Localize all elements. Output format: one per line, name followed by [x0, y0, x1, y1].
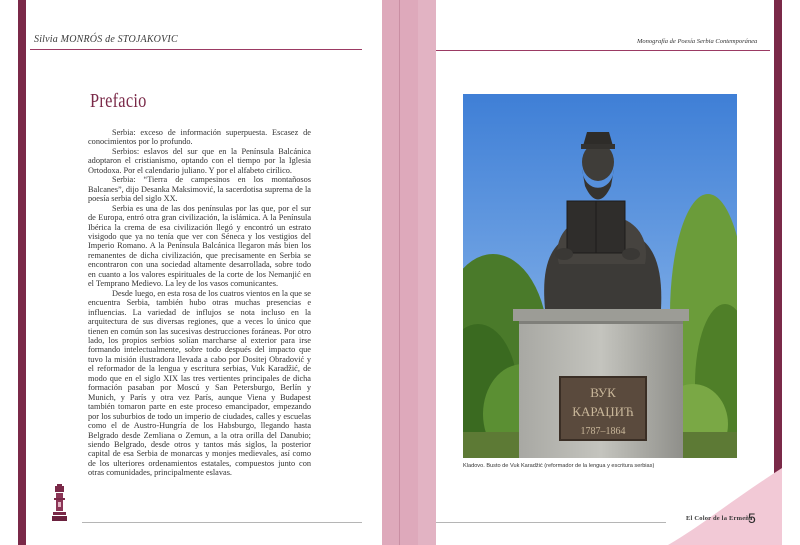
- page-number: 5: [748, 510, 756, 526]
- paragraph: Serbia: exceso de información superpuesta. Escasez de conocimientos por lo profundo.: [88, 128, 311, 147]
- plaque-years: 1787–1864: [580, 426, 626, 437]
- left-page-edge-bar: [18, 0, 26, 545]
- statue-photo: [463, 94, 737, 458]
- corner-decoration: [668, 468, 782, 545]
- footer-label: El Color de la Ermeña: [686, 515, 753, 522]
- right-header-rule: [436, 50, 770, 51]
- spine-band-right: [418, 0, 436, 545]
- spine-fold-line: [399, 0, 400, 545]
- paragraph: Desde luego, en esta rosa de los cuatros vientos en la que se encuentra Serbia, también hubo otras muchas presencias e influencias. La variedad de influjos se nota incluso en la arquitectura de sus diversas regiones, que a veces lo único que tienen en común son las sucesivas destrucciones foráneas. Por otro lado, los propios serbios solían marcharse al exterior para irse formando intelectualmente, sobre todo después del impacto que tuvo la misión ilustradora llevada a cabo por Dositej Obradović y el reformador de la lengua y escritura serbias, Vuk Karadžić, de modo que en el siglo XIX las tres vertientes principales de dicha formación pasaban por Moscú y San Petersburgo, Berlín y Munich, y París y otra vez París, aunque Viena y Budapest también tomaron parte en este proceso emancipador, empezando por los suburbios de todo un imperio de ciudades, calles y escuelas como el de Austro-Hungría de los Habsburgo, llegando hasta Belgrado desde Zemliana o Zemun, a la otra orilla del Danubio; siendo Belgrado, desde otros y tantos más siglos, la posterior capital de esa Serbia de monarcas y monjes medievales, así como de los ulteriores ordenamientos estatales, compuestos junto con otras comunidades, principalmente eslavas.: [88, 288, 311, 478]
- right-footer-rule: [436, 522, 666, 523]
- photo-caption: Kladovo. Busto de Vuk Karadžić (reformador de la lengua y escritura serbias): [463, 463, 655, 469]
- page-title: Prefacio: [90, 90, 147, 112]
- left-footer-rule: [82, 522, 362, 523]
- body-text: [88, 128, 311, 478]
- paragraph: Serbia: “Tierra de campesinos en los montañosos Balcanes”, dijo Desanka Maksimović, la sacerdotisa suprema de la poesía serbia del siglo XX.: [88, 175, 311, 204]
- gutter: [362, 0, 382, 545]
- decorative-emblem-icon: [51, 484, 68, 522]
- right-page-header: Monografía de Poesía Serbia Contemporánea: [637, 38, 758, 45]
- plaque-name-line2: КАРАЏИЋ: [572, 404, 634, 419]
- left-header-rule: [30, 49, 362, 50]
- plaque-name-line1: ВУК: [590, 385, 616, 400]
- paragraph: Serbios: eslavos del sur que en la Península Balcánica adoptaron el cristianismo, optando con el tiempo por la Iglesia Ortodoxa. Por el calendario juliano. Y por el alfabeto cirílico.: [88, 146, 311, 175]
- spine-band-left: [382, 0, 418, 545]
- left-page-header: Silvia MONRÓS de STOJAKOVIC: [34, 34, 178, 45]
- paragraph: Serbia es una de las dos penínsulas por las que, por el sur de Europa, entró otra gran civilización, la islámica. A la Península Ibérica la crema de esa civilización llegó y encontró un estrato visigodo que ya no tenía que ver con Séneca y los vestigios del Imperio Romano. A la Península Balcánica llegaron más bien los remanentes de dicha civilización, que precisamente en Serbia se encontraron con una sociedad altamente desarrollada, sobre todo en cuanto a los valores espirituales de la corte de los Nemanjić en el Temprano Medievo. La ley de los vasos comunicantes.: [88, 203, 311, 289]
- right-page-edge-bar: [774, 0, 782, 545]
